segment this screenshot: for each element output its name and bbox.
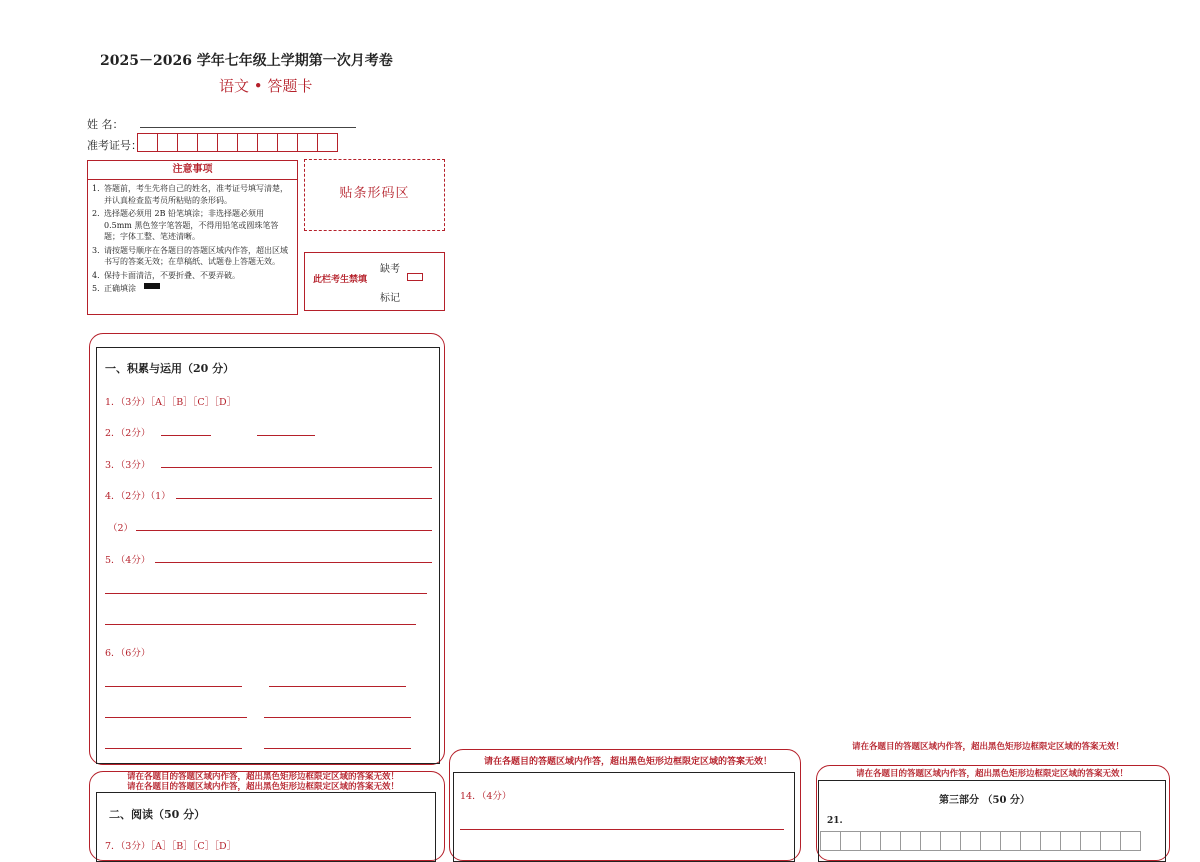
absent-checkbox[interactable] xyxy=(407,273,423,281)
q4b-label: （2） xyxy=(108,523,134,534)
notice-num: 1． xyxy=(92,184,106,193)
section2-answer-box xyxy=(96,792,436,862)
id-digit-box[interactable] xyxy=(257,133,278,152)
warning-text: 请在各题目的答题区域内作答，超出黑色矩形边框限定区域的答案无效！ xyxy=(856,769,1129,779)
q2-blank-2[interactable] xyxy=(257,435,315,436)
id-digit-box[interactable] xyxy=(297,133,318,152)
q5-answer-line-1[interactable] xyxy=(155,562,432,563)
q21-label: 21. xyxy=(827,816,843,826)
notice-item xyxy=(92,245,293,268)
id-digit-box[interactable] xyxy=(157,133,178,152)
grid-cell[interactable] xyxy=(1000,831,1021,851)
grid-cell[interactable] xyxy=(1080,831,1101,851)
id-digit-box[interactable] xyxy=(237,133,258,152)
notice-text: 正确填涂 xyxy=(104,284,136,293)
id-digit-box[interactable] xyxy=(137,133,158,152)
absent-mark-top: 缺考 xyxy=(380,264,400,275)
grid-cell[interactable] xyxy=(960,831,981,851)
grid-cell[interactable] xyxy=(860,831,881,851)
section2-title: 二、阅读（50 分） xyxy=(109,808,206,821)
absent-mark-bottom: 标记 xyxy=(380,293,400,304)
filled-bubble-example xyxy=(144,283,160,289)
q14-label: 14．（4分） xyxy=(460,791,512,802)
notice-text: 答题前，考生先将自己的姓名，准考证号填写清楚，并认真检查监考员所粘贴的条形码。 xyxy=(104,184,288,205)
notice-box xyxy=(87,160,298,315)
exam-title: 2025－2026 学年七年级上学期第一次月考卷 xyxy=(100,53,393,69)
q2-label: 2．（2分） xyxy=(105,428,151,439)
q3-answer-line[interactable] xyxy=(161,467,432,468)
notice-item xyxy=(92,283,293,295)
notice-item xyxy=(92,270,293,282)
q6-answer-line[interactable] xyxy=(105,748,242,749)
section1-title: 一、积累与运用（20 分） xyxy=(105,362,235,375)
q6-answer-line[interactable] xyxy=(269,686,406,687)
grid-cell[interactable] xyxy=(940,831,961,851)
grid-cell[interactable] xyxy=(1100,831,1121,851)
q3-label: 3．（3分） xyxy=(105,460,151,471)
grid-cell[interactable] xyxy=(1020,831,1041,851)
notice-item xyxy=(92,208,293,243)
notice-text: 选择题必须用 2B 铅笔填涂；非选择题必须用 0.5mm 黑色签字笔答题，不得用铅笔或圆珠笔答题；字体工整、笔迹清晰。 xyxy=(104,209,279,241)
q6-label: 6．（6分） xyxy=(105,648,151,659)
grid-cell[interactable] xyxy=(1120,831,1141,851)
notice-num: 5． xyxy=(92,284,106,293)
notice-text: 保持卡面清洁，不要折叠、不要弄破。 xyxy=(104,270,240,280)
q5-answer-line-2[interactable] xyxy=(105,593,427,594)
notice-title: 注意事项 xyxy=(88,161,297,180)
q4-answer-line-1[interactable] xyxy=(176,498,432,499)
q5-answer-line-3[interactable] xyxy=(105,624,416,625)
q6-answer-line[interactable] xyxy=(105,717,247,718)
q21-essay-grid[interactable] xyxy=(820,831,1140,851)
section3-title: 第三部分 （50 分） xyxy=(939,795,1030,806)
notice-num: 2． xyxy=(92,209,106,218)
notice-num: 4． xyxy=(92,270,106,280)
name-label: 姓 名： xyxy=(87,118,124,131)
barcode-area: 贴条形码区 xyxy=(304,159,445,231)
id-digit-box[interactable] xyxy=(217,133,238,152)
q6-answer-line[interactable] xyxy=(264,748,411,749)
q5-label: 5．（4分） xyxy=(105,555,151,566)
warning-text-bold: 请在各题目的答题区域内作答，超出黑色矩形边框限定区域的答案无效！ xyxy=(484,757,773,767)
warning-text: 请在各题目的答题区域内作答，超出黑色矩形边框限定区域的答案无效！ xyxy=(127,782,400,792)
grid-cell[interactable] xyxy=(880,831,901,851)
id-digit-box[interactable] xyxy=(277,133,298,152)
warning-text: 请在各题目的答题区域内作答，超出黑色矩形边框限定区域的答案无效！ xyxy=(852,742,1125,752)
id-digit-box[interactable] xyxy=(317,133,338,152)
grid-cell[interactable] xyxy=(1060,831,1081,851)
q4-label: 4．（2分）（1） xyxy=(105,491,171,502)
q7-choices[interactable]: 7．（3分）［A］［B］［C］［D］ xyxy=(105,841,237,852)
grid-cell[interactable] xyxy=(840,831,861,851)
grid-cell[interactable] xyxy=(920,831,941,851)
absent-label: 此栏考生禁填 xyxy=(313,275,368,285)
grid-cell[interactable] xyxy=(900,831,921,851)
id-label: 准考证号： xyxy=(87,139,142,152)
notice-item xyxy=(92,183,293,206)
notice-text: 请按题号顺序在各题目的答题区域内作答，超出区域书写的答案无效；在草稿纸、试题卷上答题无效。 xyxy=(104,245,288,266)
id-digit-box[interactable] xyxy=(177,133,198,152)
grid-cell[interactable] xyxy=(820,831,841,851)
card-subtitle: 语文 • 答题卡 xyxy=(219,77,313,95)
section1-answer-box xyxy=(96,347,440,764)
q4-answer-line-2[interactable] xyxy=(136,530,432,531)
q6-answer-line[interactable] xyxy=(264,717,411,718)
q6-answer-line[interactable] xyxy=(105,686,242,687)
grid-cell[interactable] xyxy=(980,831,1001,851)
q1-choices[interactable]: 1．（3分）［A］［B］［C］［D］ xyxy=(105,397,237,408)
grid-cell[interactable] xyxy=(1040,831,1061,851)
id-digit-box[interactable] xyxy=(197,133,218,152)
warning-text: 请在各题目的答题区域内作答，超出黑色矩形边框限定区域的答案无效！ xyxy=(127,772,400,782)
notice-num: 3． xyxy=(92,245,106,255)
absent-mark-box xyxy=(304,252,445,311)
q2-blank-1[interactable] xyxy=(161,435,211,436)
id-number-boxes[interactable] xyxy=(137,133,337,152)
q14-answer-line[interactable] xyxy=(460,829,784,830)
name-field[interactable] xyxy=(140,127,356,128)
